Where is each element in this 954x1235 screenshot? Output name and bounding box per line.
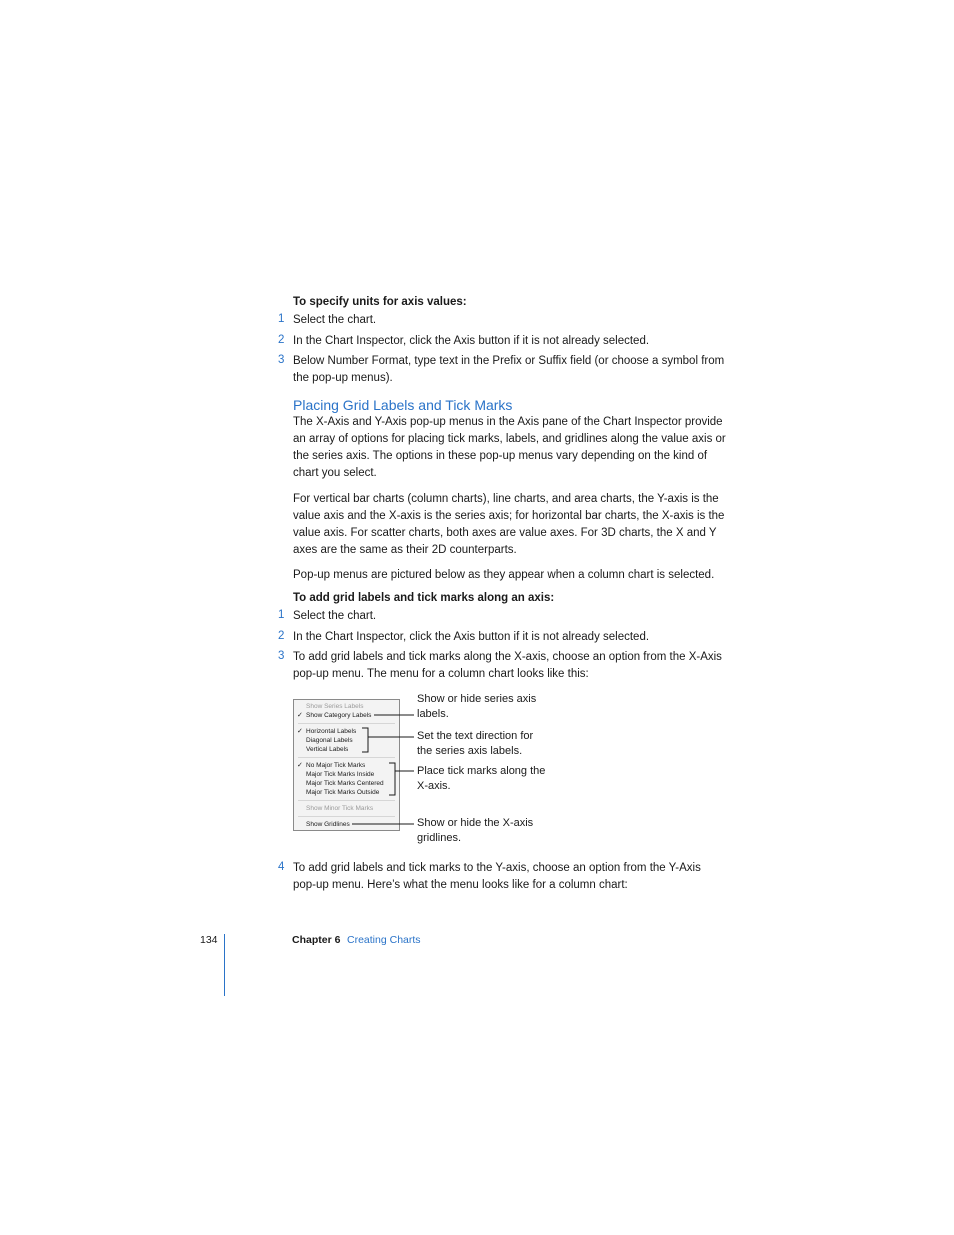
step-text: Select the chart. (293, 610, 377, 622)
step-text: Select the chart. (293, 314, 377, 326)
step-number: 4 (278, 861, 285, 873)
callout-tick-marks: Place tick marks along the X-axis. (417, 765, 546, 792)
checkmark-icon: ✓ (297, 712, 303, 719)
footer-chapter: Chapter 6 (292, 934, 341, 946)
section-paragraph: Pop-up menus are pictured below as they appear when a column chart is selected. (293, 569, 715, 581)
menu-item-diagonal-labels: Diagonal Labels (306, 737, 353, 744)
step-number: 1 (278, 313, 285, 325)
step-text: In the Chart Inspector, click the Axis button if it is not already selected. (293, 631, 650, 643)
checkmark-icon: ✓ (297, 762, 303, 769)
footer-chapter-title: Creating Charts (347, 934, 421, 946)
checkmark-icon: ✓ (297, 728, 303, 735)
step-number: 3 (278, 354, 285, 366)
menu-item-show-series-labels: Show Series Labels (306, 703, 364, 710)
step-text: To add grid labels and tick marks along the X-axis, choose an option from the X-Axis pop-up menu. The menu for a column chart looks like this: (293, 651, 722, 680)
step-text: To add grid labels and tick marks to the Y-axis, choose an option from the Y-Axis pop-up menu. Here’s what the menu looks like for a column chart: (293, 862, 701, 891)
callout-bracket-tick-marks (389, 763, 395, 795)
step-number: 1 (278, 609, 285, 621)
menu-item-show-gridlines: Show Gridlines (306, 821, 350, 828)
step-text: Below Number Format, type text in the Prefix or Suffix field (or choose a symbol from the pop-up menus). (293, 355, 725, 384)
grid-task-heading: To add grid labels and tick marks along an axis: (293, 592, 555, 604)
callout-bracket-text-direction (362, 728, 368, 752)
menu-item-show-minor-tick-marks: Show Minor Tick Marks (306, 805, 374, 812)
section-paragraph: For vertical bar charts (column charts), line charts, and area charts, the Y-axis is the value axis and the X-axis is the series axis; for horizontal bar charts, the X-axis is the value axis. For scatter charts, both axes are value axes. For 3D charts, the X and Y axes are the same as their 2D counterparts. (293, 493, 725, 556)
section-title: Placing Grid Labels and Tick Marks (293, 397, 513, 413)
step-number: 2 (278, 630, 285, 642)
menu-item-show-category-labels: Show Category Labels (306, 712, 372, 719)
menu-item-no-major-tick-marks: No Major Tick Marks (306, 762, 366, 769)
menu-item-vertical-labels: Vertical Labels (306, 746, 349, 753)
menu-item-major-tick-marks-outside: Major Tick Marks Outside (306, 789, 380, 796)
callout-axis-labels: Show or hide series axis labels. (417, 693, 537, 720)
step-text: In the Chart Inspector, click the Axis button if it is not already selected. (293, 335, 650, 347)
section-paragraph: The X-Axis and Y-Axis pop-up menus in the Axis pane of the Chart Inspector provide an array of options for placing tick marks, labels, and gridlines along the value axis or the series axis. The options in these pop-up menus vary depending on the kind of chart you select. (293, 416, 726, 479)
callout-text-direction: Set the text direction for the series axis labels. (417, 730, 534, 757)
page-number: 134 (200, 934, 218, 946)
step-number: 3 (278, 650, 285, 662)
units-task-heading: To specify units for axis values: (293, 296, 467, 308)
menu-item-horizontal-labels: Horizontal Labels (306, 728, 357, 735)
callout-gridlines: Show or hide the X-axis gridlines. (417, 817, 534, 844)
menu-item-major-tick-marks-inside: Major Tick Marks Inside (306, 771, 375, 778)
footer-rule (224, 934, 225, 996)
step-number: 2 (278, 334, 285, 346)
menu-item-major-tick-marks-centered: Major Tick Marks Centered (306, 780, 384, 787)
